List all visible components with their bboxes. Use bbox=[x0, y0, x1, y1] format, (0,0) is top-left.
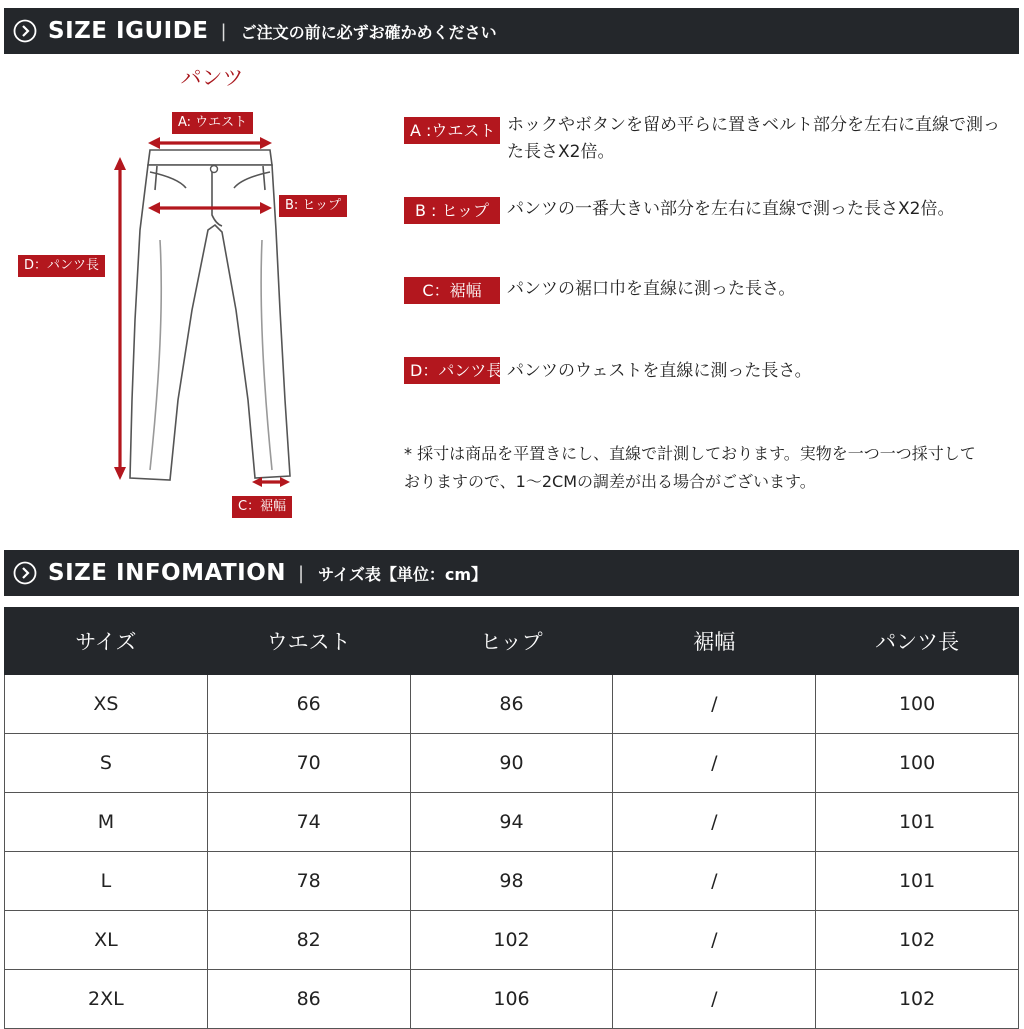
header-separator: | bbox=[298, 562, 305, 584]
cell-size: S bbox=[5, 734, 208, 793]
cell-waist: 74 bbox=[207, 793, 410, 852]
legend-tag-c: C：裾幅 bbox=[404, 277, 500, 304]
legend-text-c: パンツの裾口巾を直線に測った長さ。 bbox=[507, 279, 796, 299]
legend-text-d: パンツのウェストを直線に測った長さ。 bbox=[507, 361, 812, 381]
cell-size: L bbox=[5, 852, 208, 911]
cell-hip: 102 bbox=[410, 911, 613, 970]
cell-waist: 78 bbox=[207, 852, 410, 911]
cell-length: 100 bbox=[816, 734, 1019, 793]
column-header-length: パンツ長 bbox=[816, 608, 1019, 675]
cell-hip: 86 bbox=[410, 675, 613, 734]
measurement-note: * 採寸は商品を平置きにし、直線で計測しております。実物を一つ一つ採寸しておりますので、1～2CMの調差が出る場合がございます。 bbox=[404, 444, 976, 491]
cell-length: 101 bbox=[816, 852, 1019, 911]
cell-length: 101 bbox=[816, 793, 1019, 852]
cell-waist: 86 bbox=[207, 970, 410, 1029]
table-row bbox=[5, 970, 1019, 1029]
cell-waist: 82 bbox=[207, 911, 410, 970]
cell-hip: 106 bbox=[410, 970, 613, 1029]
size-table bbox=[4, 607, 1019, 1029]
legend-text-a: ホックやボタンを留め平らに置きベルト部分を左右に直線で測った長さX2倍。 bbox=[507, 115, 1000, 162]
cell-hip: 98 bbox=[410, 852, 613, 911]
cell-hem: / bbox=[613, 793, 816, 852]
tag-hip: B: ヒップ bbox=[279, 195, 347, 217]
cell-waist: 66 bbox=[207, 675, 410, 734]
header-separator: | bbox=[220, 20, 227, 42]
cell-hem: / bbox=[613, 675, 816, 734]
size-info-subtitle: サイズ表【単位：cm】 bbox=[318, 564, 488, 584]
table-header-row bbox=[5, 608, 1019, 675]
table-row bbox=[5, 793, 1019, 852]
cell-length: 100 bbox=[816, 675, 1019, 734]
cell-size: XS bbox=[5, 675, 208, 734]
size-info-title: SIZE INFOMATION bbox=[48, 560, 287, 586]
cell-hem: / bbox=[613, 911, 816, 970]
diagram-title: パンツ bbox=[180, 66, 244, 90]
pants-outline bbox=[130, 150, 290, 480]
legend-text-b: パンツの一番大きい部分を左右に直線で測った長さX2倍。 bbox=[507, 199, 955, 219]
cell-size: M bbox=[5, 793, 208, 852]
column-header-hip: ヒップ bbox=[410, 608, 613, 675]
tag-waist: A: ウエスト bbox=[172, 112, 253, 134]
chevron-circle-icon bbox=[13, 561, 37, 585]
column-header-waist: ウエスト bbox=[207, 608, 410, 675]
cell-length: 102 bbox=[816, 911, 1019, 970]
cell-length: 102 bbox=[816, 970, 1019, 1029]
cell-hem: / bbox=[613, 734, 816, 793]
cell-size: 2XL bbox=[5, 970, 208, 1029]
cell-hem: / bbox=[613, 852, 816, 911]
cell-waist: 70 bbox=[207, 734, 410, 793]
table-row bbox=[5, 911, 1019, 970]
table-row bbox=[5, 734, 1019, 793]
column-header-size: サイズ bbox=[5, 608, 208, 675]
cell-hem: / bbox=[613, 970, 816, 1029]
cell-hip: 94 bbox=[410, 793, 613, 852]
cell-hip: 90 bbox=[410, 734, 613, 793]
size-guide-title: SIZE IGUIDE bbox=[48, 18, 209, 44]
legend-tag-d: D：パンツ長 bbox=[404, 357, 500, 384]
button-icon bbox=[211, 166, 218, 173]
table-row bbox=[5, 675, 1019, 734]
column-header-hem: 裾幅 bbox=[613, 608, 816, 675]
cell-size: XL bbox=[5, 911, 208, 970]
tag-hem: C：裾幅 bbox=[232, 496, 292, 518]
size-info-header bbox=[4, 550, 1019, 596]
table-row bbox=[5, 852, 1019, 911]
tag-length: D：パンツ長 bbox=[18, 255, 105, 277]
legend-tag-b: B : ヒップ bbox=[404, 197, 500, 224]
size-guide-subtitle: ご注文の前に必ずお確かめください bbox=[240, 22, 497, 42]
legend-tag-a: A :ウエスト bbox=[404, 117, 500, 144]
